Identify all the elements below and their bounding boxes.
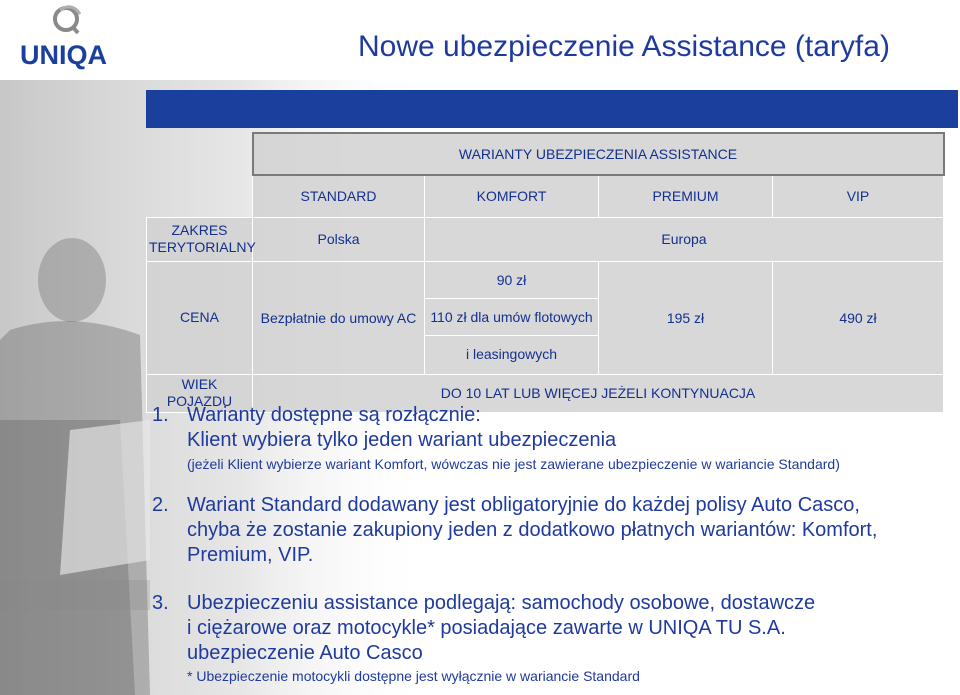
cena-standard: Bezpłatnie do umowy AC bbox=[253, 261, 425, 374]
zakres-polska: Polska bbox=[253, 217, 425, 261]
row-label-cena: CENA bbox=[147, 261, 253, 374]
row-label-wiek: WIEK POJAZDU bbox=[147, 374, 253, 412]
point-2 bbox=[152, 493, 942, 568]
point-1 bbox=[152, 403, 952, 475]
point-2-line-3: Premium, VIP. bbox=[187, 544, 314, 566]
point-2-number: 2. bbox=[152, 494, 169, 516]
point-3-number: 3. bbox=[152, 592, 169, 614]
page-title: Nowe ubezpieczenie Assistance (taryfa) bbox=[358, 30, 890, 63]
cena-komfort-price: 90 zł bbox=[425, 262, 598, 299]
table-corner bbox=[147, 133, 253, 175]
point-1-note: (jeżeli Klient wybierze wariant Komfort, wówczas nie jest zawierane ubezpieczenie w wariancie Standard) bbox=[187, 456, 840, 472]
uniqa-logo bbox=[0, 0, 130, 80]
variant-standard: STANDARD bbox=[253, 175, 425, 217]
wiek-value: DO 10 LAT LUB WIĘCEJ JEŻELI KONTYNUACJA bbox=[253, 374, 944, 412]
table-caption: WARIANTY UBEZPIECZENIA ASSISTANCE bbox=[253, 133, 944, 175]
point-3-line-2: i ciężarowe oraz motocykle* posiadające zawarte w UNIQA TU S.A. bbox=[187, 617, 786, 639]
variant-premium: PREMIUM bbox=[599, 175, 773, 217]
title-bar bbox=[146, 90, 958, 128]
cena-vip: 490 zł bbox=[773, 261, 944, 374]
row-label-zakres: ZAKRES TERYTORIALNY bbox=[147, 217, 253, 261]
variant-komfort: KOMFORT bbox=[425, 175, 599, 217]
point-2-line-2: chyba że zostanie zakupiony jeden z dodatkowo płatnych wariantów: Komfort, bbox=[187, 519, 878, 541]
point-3 bbox=[152, 591, 942, 686]
point-1-number: 1. bbox=[152, 404, 169, 426]
point-3-line-1: Ubezpieczeniu assistance podlegają: samochody osobowe, dostawcze bbox=[187, 592, 816, 614]
cena-komfort bbox=[425, 261, 599, 374]
point-3-note: * Ubezpieczenie motocykli dostępne jest wyłącznie w wariancie Standard bbox=[187, 668, 640, 684]
cena-komfort-fleet: 110 zł dla umów flotowych bbox=[425, 299, 598, 336]
point-2-line-1: Wariant Standard dodawany jest obligatoryjnie do każdej polisy Auto Casco, bbox=[187, 494, 860, 516]
point-1-line-2: Klient wybiera tylko jeden wariant ubezpieczenia bbox=[187, 429, 617, 451]
point-3-line-3: ubezpieczenie Auto Casco bbox=[187, 642, 423, 664]
variant-vip: VIP bbox=[773, 175, 944, 217]
point-1-line-1: Warianty dostępne są rozłącznie: bbox=[187, 404, 481, 426]
assistance-variants-table bbox=[146, 132, 945, 413]
svg-text:UNIQA: UNIQA bbox=[20, 40, 107, 70]
cena-premium: 195 zł bbox=[599, 261, 773, 374]
cena-komfort-leasing: i leasingowych bbox=[465, 345, 558, 362]
zakres-europa: Europa bbox=[425, 217, 944, 261]
